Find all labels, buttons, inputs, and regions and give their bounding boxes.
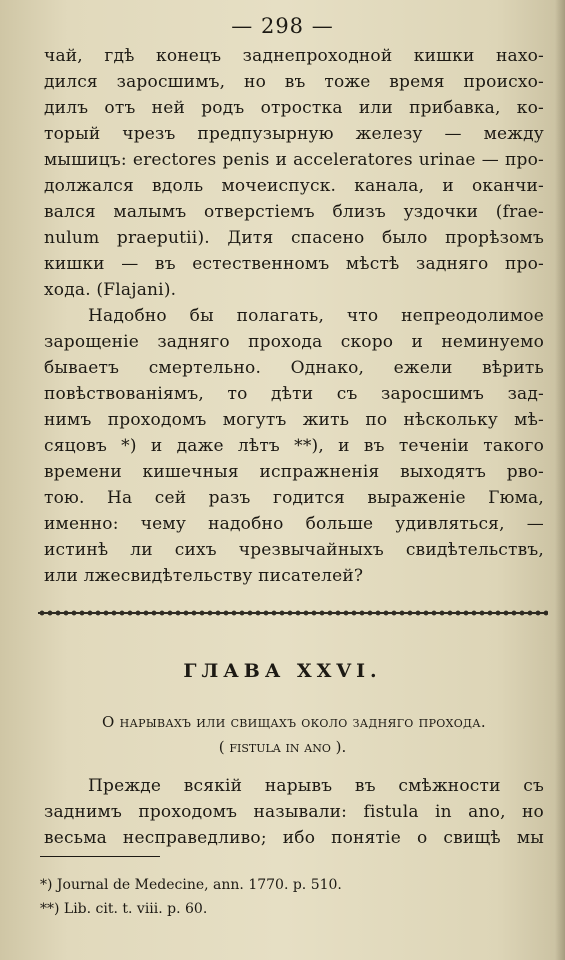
section-title: О нарывахъ или свищахъ около задняго прохода. xyxy=(101,713,486,731)
body-line: должался вдоль мочеиспуск. канала, и оканчи- xyxy=(44,176,544,196)
footnote-rule xyxy=(40,856,160,857)
footnote: *) Journal de Medecine, ann. 1770. p. 510. xyxy=(40,877,342,893)
body-line: повѣствованiямъ, то дѣти съ заросшимъ зад- xyxy=(44,384,544,404)
body-line: кишки — въ естественномъ мѣстѣ задняго про- xyxy=(44,254,544,274)
body-line: вался малымъ отверстiемъ близъ уздочки (frae- xyxy=(44,202,544,222)
chapter-title: ГЛАВА XXVI. xyxy=(183,660,382,682)
body-line: времени кишечныя испражненiя выходятъ рво- xyxy=(44,462,544,482)
page-number: — 298 — xyxy=(231,14,334,38)
paragraph-start: Прежде всякiй нарывъ въ смѣжности съ xyxy=(88,776,544,796)
body-line: или лжесвидѣтельству писателей? xyxy=(44,566,364,586)
body-line: истинѣ ли сихъ чрезвычайныхъ свидѣтельствъ, xyxy=(44,540,544,560)
body-line: именно: чему надобно больше удивляться, — xyxy=(44,514,544,534)
body-line: nulum praeputii). Дитя спасено было прорѣзомъ xyxy=(44,228,544,248)
body-line: чай, гдѣ конецъ заднепроходной кишки нахо- xyxy=(44,46,544,66)
paragraph-start: Надобно бы полагать, что непреодолимое xyxy=(88,306,544,326)
body-line: мышицъ: erectores penis и acceleratores urinae — про- xyxy=(44,150,544,170)
body-line: нимъ проходомъ могутъ жить по нѣскольку мѣ- xyxy=(44,410,544,430)
body-line: хода. (Flajani). xyxy=(44,280,177,300)
body-line: дилъ отъ ней родъ отростка или прибавка, ко- xyxy=(44,98,544,118)
section-subtitle: ( fistula in ano ). xyxy=(218,738,347,756)
body-line: заднимъ проходомъ называли: fistula in ano, но xyxy=(44,802,544,822)
body-line: бываетъ смертельно. Однако, ежели вѣрить xyxy=(44,358,544,378)
body-line: торый чрезъ предпузырную железу — между xyxy=(44,124,544,144)
ornamental-divider xyxy=(38,606,548,620)
page-edge-shadow xyxy=(555,0,565,960)
body-line: весьма несправедливо; ибо понятiе о свищѣ мы xyxy=(44,828,544,848)
body-line: зарощенiе задняго прохода скоро и неминуемо xyxy=(44,332,544,352)
body-line: тою. На сей разъ годится выраженiе Гюма, xyxy=(44,488,544,508)
body-line: дился заросшимъ, но въ тоже время происхо- xyxy=(44,72,544,92)
footnote: **) Lib. cit. t. viii. p. 60. xyxy=(40,901,208,917)
body-line: сяцовъ *) и даже лѣтъ **), и въ теченiи такого xyxy=(44,436,544,456)
